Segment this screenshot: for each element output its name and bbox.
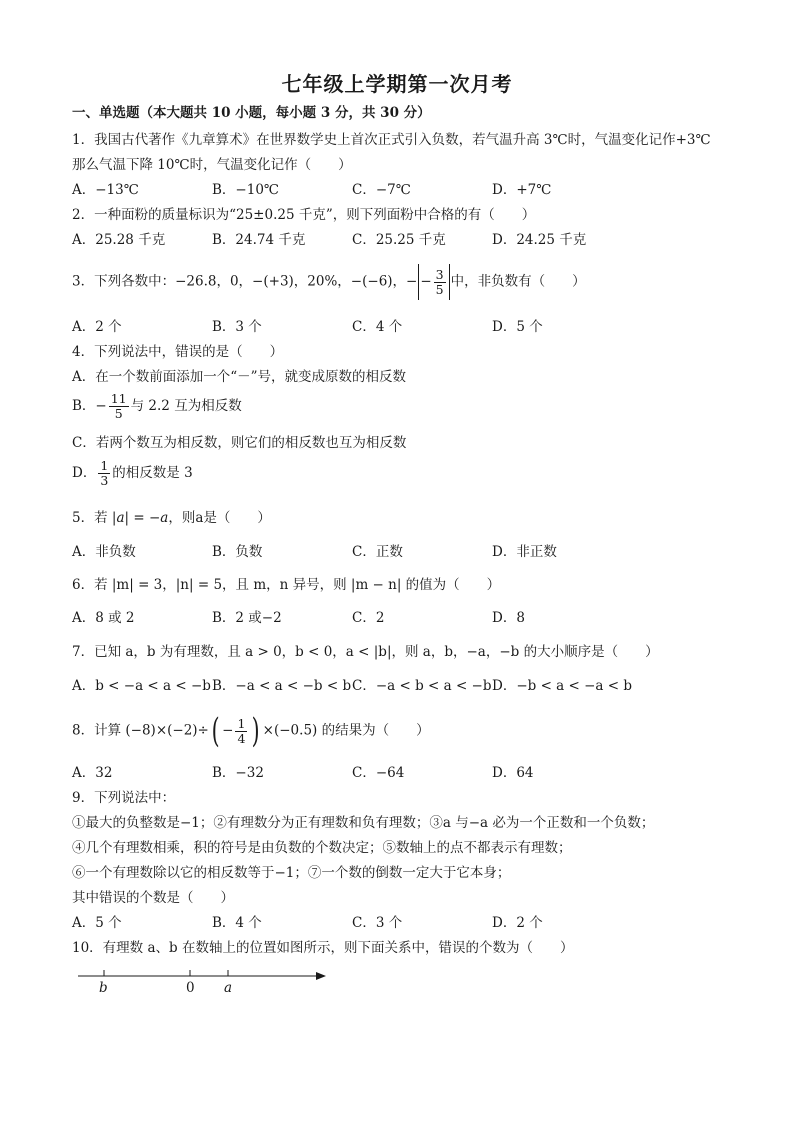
q8-stem-prefix: 8．计算 (−8)×(−2)÷ (72, 722, 209, 739)
q4-stem: 4．下列说法中，错误的是（ ） (72, 344, 284, 360)
q4-option-d[interactable] (72, 459, 193, 488)
q4-option-a[interactable]: A．在一个数前面添加一个“－”号，就变成原数的相反数 (72, 369, 407, 385)
label-a: a (224, 980, 233, 996)
number-line (78, 964, 328, 1008)
q8-option-c[interactable]: C．−64 (352, 765, 405, 781)
abs-bar-right (449, 264, 450, 300)
q4-d-suffix: 的相反数是 3 (112, 465, 193, 481)
q1-option-c[interactable]: C．−7℃ (352, 182, 411, 198)
q8-stem-suffix: ×(−0.5) 的结果为（ ） (262, 722, 430, 739)
q3-frac-num: 3 (435, 266, 444, 282)
q5-stem: 5．若 |a| = −a，则a是（ ） (72, 510, 271, 526)
q1-option-a[interactable]: A．−13℃ (72, 182, 139, 198)
q7-option-d[interactable]: D．−b < a < −a < b (492, 678, 633, 694)
q8-frac-num: 1 (237, 715, 246, 731)
q2-option-d[interactable]: D．24.25 千克 (492, 232, 587, 248)
number-line-arrow-icon (316, 972, 326, 980)
q5-var: a (160, 510, 169, 526)
q8-fraction (235, 717, 247, 746)
q6-stem: 6．若 |m| = 3，|n| = 5，且 m，n 异号，则 |m − n| 的值为（ ） (72, 577, 501, 593)
q1-option-b[interactable]: B．−10℃ (212, 182, 280, 198)
label-b: b (99, 980, 108, 996)
q2-option-a[interactable]: A．25.28 千克 (72, 232, 166, 248)
q9-stem: 9．下列说法中： (72, 790, 176, 806)
q8-frac-den: 4 (237, 730, 246, 746)
q1-stem-line2: 那么气温下降 10℃时，气温变化记作（ ） (72, 157, 352, 173)
q3-frac-sign: − (420, 273, 432, 290)
q2-option-c[interactable]: C．25.25 千克 (352, 232, 446, 248)
q3-option-d[interactable]: D．5 个 (492, 319, 543, 335)
page-title: 七年级上学期第一次月考 (281, 72, 513, 96)
q1-stem-line1: 1．我国古代著作《九章算术》在世界数学史上首次正式引入负数，若气温升高 3℃时，气温变化记作+3℃ (72, 132, 711, 148)
number-line-svg (78, 964, 328, 1004)
q5-option-d[interactable]: D．非正数 (492, 544, 557, 560)
q4-option-b[interactable] (72, 392, 242, 421)
q7-option-a[interactable]: A．b < −a < a < −b (72, 678, 211, 694)
q3-stem-prefix: 3．下列各数中：−26.8，0，−(+3)，20%，−(−6)，− (72, 273, 418, 290)
q9-option-a[interactable]: A．5 个 (72, 915, 122, 931)
q7-option-c[interactable]: C．−a < b < a < −b (352, 678, 492, 694)
q3-option-b[interactable]: B．3 个 (212, 319, 262, 335)
q10-stem: 10．有理数 a、b 在数轴上的位置如图所示，则下面关系中，错误的个数为（ ） (72, 940, 574, 956)
q6-option-b[interactable]: B．2 或−2 (212, 610, 282, 626)
q9-statements-2: ④几个有理数相乘，积的符号是由负数的个数决定；⑤数轴上的点不都表示有理数； (72, 840, 572, 856)
q8-stem (72, 712, 430, 750)
q4-d-prefix: D． (72, 465, 97, 481)
q5-stem-suffix: ，则a是（ ） (168, 510, 271, 526)
paren-right: ) (252, 711, 261, 751)
q9-option-d[interactable]: D．2 个 (492, 915, 543, 931)
q7-stem: 7．已知 a，b 为有理数，且 a > 0，b < 0，a < |b|，则 a，b，−a，−b 的大小顺序是（ ） (72, 644, 659, 660)
q4-option-c[interactable]: C．若两个数互为相反数，则它们的相反数也互为相反数 (72, 435, 407, 451)
q4-b-suffix: 与 2.2 互为相反数 (130, 398, 242, 414)
q8-option-b[interactable]: B．−32 (212, 765, 264, 781)
q8-option-a[interactable]: A．32 (72, 765, 113, 781)
paren-left: ( (211, 711, 220, 751)
q4-d-den: 3 (100, 473, 109, 488)
q4-b-den: 5 (114, 406, 123, 421)
q9-statements-3: ⑥一个有理数除以它的相反数等于−1；⑦一个数的倒数一定大于它本身； (72, 865, 511, 881)
q6-option-d[interactable]: D．8 (492, 610, 525, 626)
q3-stem-suffix: 中，非负数有（ ） (450, 273, 586, 290)
section-heading: 一、单选题（本大题共 10 小题，每小题 3 分，共 30 分） (72, 105, 431, 121)
q9-question: 其中错误的个数是（ ） (72, 890, 234, 906)
q3-option-a[interactable]: A．2 个 (72, 319, 122, 335)
q4-b-prefix: B．− (72, 398, 107, 414)
q3-fraction (434, 268, 446, 297)
q4-b-fraction (109, 392, 129, 421)
q3-frac-den: 5 (435, 281, 444, 297)
q1-option-d[interactable]: D．+7℃ (492, 182, 552, 198)
q6-option-a[interactable]: A．8 或 2 (72, 610, 135, 626)
q5-option-b[interactable]: B．负数 (212, 544, 263, 560)
q8-frac-sign: − (222, 722, 234, 739)
label-zero: 0 (186, 980, 195, 996)
q9-statements-1: ①最大的负整数是−1；②有理数分为正有理数和负有理数；③a 与−a 必为一个正数和一个负数； (72, 815, 655, 831)
q9-option-b[interactable]: B．4 个 (212, 915, 262, 931)
q4-d-fraction (98, 459, 110, 488)
q7-option-b[interactable]: B．−a < a < −b < b (212, 678, 352, 694)
q2-option-b[interactable]: B．24.74 千克 (212, 232, 306, 248)
q5-option-a[interactable]: A．非负数 (72, 544, 136, 560)
q5-abs-var: a (116, 510, 125, 526)
q9-option-c[interactable]: C．3 个 (352, 915, 403, 931)
q5-stem-prefix: 5．若 (72, 510, 112, 526)
q2-stem: 2．一种面粉的质量标识为“25±0.25 千克”，则下列面粉中合格的有（ ） (72, 207, 536, 223)
q3-option-c[interactable]: C．4 个 (352, 319, 403, 335)
q5-option-c[interactable]: C．正数 (352, 544, 403, 560)
q6-option-c[interactable]: C．2 (352, 610, 385, 626)
q8-option-d[interactable]: D．64 (492, 765, 534, 781)
q4-d-num: 1 (100, 458, 109, 473)
q4-b-num: 11 (110, 391, 127, 406)
q5-stem-mid: = − (129, 510, 161, 526)
q3-stem (72, 264, 586, 300)
